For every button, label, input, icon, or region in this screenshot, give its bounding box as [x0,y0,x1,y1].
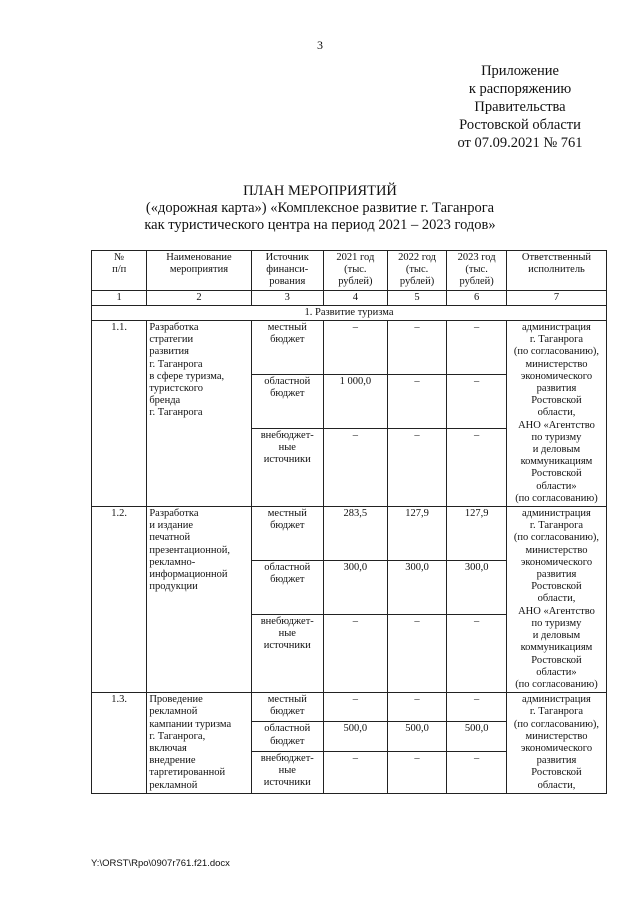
funding-source: местный бюджет [251,507,323,561]
table-header-row [92,251,607,291]
value-2023: – [447,693,507,722]
action-plan-table [91,250,607,794]
row-number: 1.3. [92,693,147,794]
file-path-footer: Y:\ORST\Rpo\0907r761.f21.docx [91,858,230,869]
page-number: 3 [317,38,323,52]
funding-source: областной бюджет [251,722,323,751]
value-2021: 300,0 [323,561,387,615]
value-2021: – [323,429,387,507]
value-2023: 500,0 [447,722,507,751]
row-number: 1.1. [92,321,147,507]
section-title: 1. Развитие туризма [92,305,607,320]
value-2023: – [447,321,507,375]
funding-source: областной бюджет [251,561,323,615]
section-row [92,305,607,320]
value-2022: – [387,751,447,793]
responsible-executor: администрация г. Таганрога (по согласованию), министерство экономического развития Ростовской области, АНО «Агентство по туризму и деловым коммуникациям Ростовской области» (по согласованию) [506,321,606,507]
document-title [100,183,540,234]
column-header: № п/п [92,251,147,291]
column-number: 3 [251,290,323,305]
value-2022: – [387,615,447,693]
column-number: 7 [506,290,606,305]
appendix-block [440,62,600,152]
funding-source: местный бюджет [251,693,323,722]
column-number: 5 [387,290,447,305]
value-2021: 500,0 [323,722,387,751]
appendix-line: Правительства [474,99,566,115]
column-header: 2023 год (тыс. рублей) [447,251,507,291]
table-row [92,693,607,722]
column-number: 2 [147,290,251,305]
appendix-line: Ростовской области [459,117,581,133]
table-row [92,507,607,561]
value-2023: – [447,615,507,693]
title-line: ПЛАН МЕРОПРИЯТИЙ [243,183,397,199]
value-2021: – [323,751,387,793]
funding-source: внебюджет- ные источники [251,615,323,693]
appendix-line: от 07.09.2021 № 761 [457,135,583,151]
value-2023: – [447,751,507,793]
activity-name: Разработка и издание печатной презентационной, рекламно- информационной продукции [147,507,251,693]
funding-source: внебюджет- ные источники [251,751,323,793]
funding-source: внебюджет- ные источники [251,429,323,507]
column-header: 2021 год (тыс. рублей) [323,251,387,291]
value-2022: – [387,429,447,507]
value-2022: 300,0 [387,561,447,615]
table-row [92,321,607,375]
value-2021: 283,5 [323,507,387,561]
value-2021: – [323,615,387,693]
title-line: как туристического центра на период 2021 – 2023 годов» [144,217,496,233]
value-2022: 500,0 [387,722,447,751]
column-number: 4 [323,290,387,305]
column-header: Наименование мероприятия [147,251,251,291]
value-2022: – [387,375,447,429]
value-2023: – [447,375,507,429]
value-2023: – [447,429,507,507]
funding-source: областной бюджет [251,375,323,429]
column-header: 2022 год (тыс. рублей) [387,251,447,291]
column-number: 6 [447,290,507,305]
responsible-executor: администрация г. Таганрога (по согласованию), министерство экономического развития Ростовской области, АНО «Агентство по туризму и деловым коммуникациям Ростовской области» (по согласованию) [506,507,606,693]
appendix-line: к распоряжению [468,81,572,97]
column-number-row [92,290,607,305]
row-number: 1.2. [92,507,147,693]
value-2022: – [387,693,447,722]
activity-name: Разработка стратегии развития г. Таганрога в сфере туризма, туристского бренда г. Таганрога [147,321,251,507]
title-line: («дорожная карта») «Комплексное развитие г. Таганрога [145,200,495,216]
funding-source: местный бюджет [251,321,323,375]
value-2022: 127,9 [387,507,447,561]
value-2023: 300,0 [447,561,507,615]
column-number: 1 [92,290,147,305]
value-2023: 127,9 [447,507,507,561]
appendix-line: Приложение [481,63,559,79]
responsible-executor: администрация г. Таганрога (по согласованию), министерство экономического развития Ростовской области, [506,693,606,794]
value-2021: – [323,693,387,722]
column-header: Ответственный исполнитель [506,251,606,291]
activity-name: Проведение рекламной кампании туризма г. Таганрога, включая внедрение таргетированной рекламной [147,693,251,794]
value-2021: – [323,321,387,375]
column-header: Источник финанси- рования [251,251,323,291]
value-2021: 1 000,0 [323,375,387,429]
value-2022: – [387,321,447,375]
